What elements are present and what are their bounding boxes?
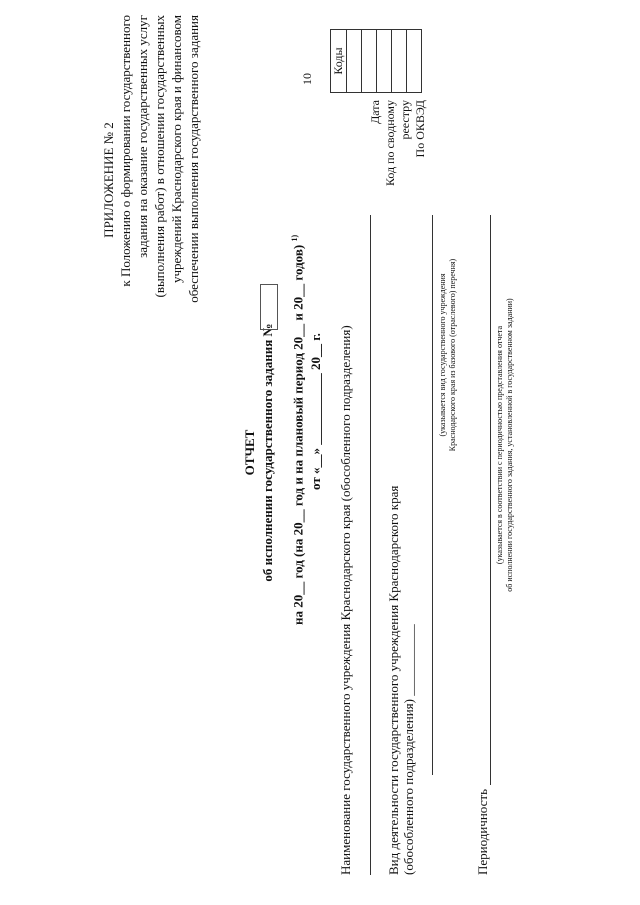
report-period-line	[290, 235, 306, 625]
appendix-line: (выполнения работ) в отношении государственных	[152, 15, 167, 298]
appendix-line: учреждений Краснодарского края и финансовом	[169, 15, 184, 284]
codes-cell[interactable]	[362, 30, 377, 93]
period-footnote: 1)	[290, 234, 299, 242]
registry-label: реестру	[398, 100, 412, 140]
periodicity-label: Периодичность	[475, 788, 490, 875]
activity-note-line2: Краснодарского края из базового (отраслевого) перечня)	[448, 258, 457, 452]
periodicity-note-line2: об исполнении государственного задания, установленной в государственном задании)	[505, 298, 514, 592]
periodicity-note	[495, 235, 515, 655]
okved-label: По ОКВЭД	[413, 100, 427, 158]
activity-label	[386, 486, 416, 875]
codes-cell[interactable]	[407, 30, 422, 93]
appendix-line: к Положению о формировании государственного	[118, 15, 133, 287]
registry-code-label: Код по сводному	[383, 100, 397, 187]
appendix-line: обеспечении выполнения государственного задания	[186, 15, 201, 303]
codes-cell[interactable]	[347, 30, 362, 93]
appendix-line: задания на оказание государственных услуг	[135, 15, 150, 258]
activity-note-line1: (указывается вид государственного учреждения	[438, 273, 447, 437]
date-label: Дата	[368, 100, 382, 124]
activity-line[interactable]	[432, 215, 433, 775]
codes-header: Коды	[331, 30, 347, 93]
institution-name-label: Наименование государственного учреждения Краснодарского края (обособленного подразделения)	[338, 325, 353, 875]
institution-name-line[interactable]	[370, 215, 371, 875]
codes-labels	[368, 100, 428, 220]
codes-table	[330, 29, 422, 93]
appendix-title: ПРИЛОЖЕНИЕ № 2	[101, 122, 116, 238]
report-subtitle: об исполнении государственного задания №	[260, 323, 275, 582]
report-date-line: от «__» ___________ 20__ г.	[308, 333, 323, 490]
period-text: на 20__ год (на 20__ год и на плановый период 20__ и 20__ годов)	[290, 244, 306, 625]
page-number: 10	[300, 73, 314, 85]
task-number-box[interactable]	[260, 284, 278, 330]
activity-note	[438, 225, 458, 485]
periodicity-note-line1: (указывается в соответствии с периодичностью представления отчета	[495, 325, 504, 565]
periodicity-line[interactable]	[490, 215, 491, 785]
codes-cell[interactable]	[377, 30, 392, 93]
codes-cell[interactable]	[392, 30, 407, 93]
report-title: ОТЧЕТ	[242, 429, 257, 476]
activity-label-line2: (обособленного подразделения) ___________	[401, 624, 416, 875]
appendix-header	[100, 15, 202, 345]
activity-label-line1: Вид деятельности государственного учреждения Краснодарского края	[386, 485, 401, 875]
